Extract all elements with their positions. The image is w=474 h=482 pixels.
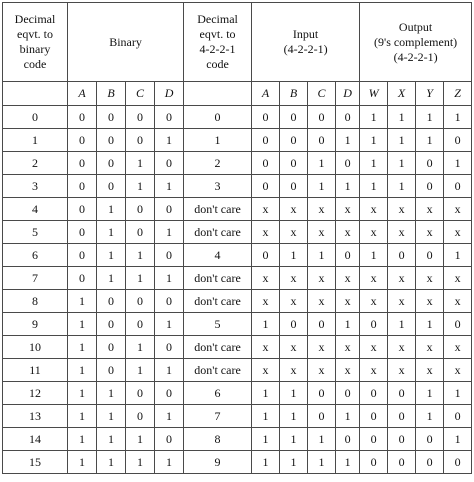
output-cell: 1 xyxy=(360,106,388,129)
binary-cell: 1 xyxy=(155,359,184,382)
subheader-output-w: W xyxy=(360,82,388,106)
input-cell: x xyxy=(308,198,336,221)
input-cell: 0 xyxy=(308,405,336,428)
input-cell: 0 xyxy=(252,152,280,175)
decimal-binary-cell: 1 xyxy=(3,129,68,152)
subheader-output-z: Z xyxy=(444,82,472,106)
input-cell: 1 xyxy=(280,405,308,428)
subheader-empty xyxy=(184,82,252,106)
decimal-4221-cell: 1 xyxy=(184,129,252,152)
binary-cell: 1 xyxy=(68,359,97,382)
output-cell: 1 xyxy=(444,152,472,175)
binary-cell: 0 xyxy=(97,129,126,152)
decimal-4221-cell: 3 xyxy=(184,175,252,198)
input-cell: x xyxy=(252,290,280,313)
binary-cell: 0 xyxy=(68,152,97,175)
input-cell: x xyxy=(336,336,360,359)
subheader-input-d: D xyxy=(336,82,360,106)
table-row xyxy=(3,451,472,474)
header-line: code xyxy=(206,57,229,71)
output-cell: x xyxy=(416,221,444,244)
binary-cell: 1 xyxy=(126,267,155,290)
table-row xyxy=(3,198,472,221)
output-cell: 1 xyxy=(360,244,388,267)
output-cell: x xyxy=(360,290,388,313)
decimal-4221-cell: don't care xyxy=(184,267,252,290)
output-cell: x xyxy=(388,290,416,313)
table-row xyxy=(3,313,472,336)
decimal-binary-cell: 13 xyxy=(3,405,68,428)
output-cell: 0 xyxy=(360,382,388,405)
binary-cell: 0 xyxy=(68,244,97,267)
output-cell: 0 xyxy=(360,313,388,336)
decimal-4221-cell: don't care xyxy=(184,290,252,313)
output-cell: x xyxy=(388,221,416,244)
input-cell: 0 xyxy=(308,382,336,405)
binary-cell: 1 xyxy=(126,451,155,474)
subheader-binary-d: D xyxy=(155,82,184,106)
header-line: eqvt. to xyxy=(199,27,236,41)
header-input xyxy=(252,3,360,82)
input-cell: x xyxy=(252,198,280,221)
subheader-input-b: B xyxy=(280,82,308,106)
binary-cell: 0 xyxy=(126,290,155,313)
subheader-binary-b: B xyxy=(97,82,126,106)
input-cell: x xyxy=(280,267,308,290)
decimal-binary-cell: 12 xyxy=(3,382,68,405)
input-cell: 1 xyxy=(336,451,360,474)
input-cell: x xyxy=(252,267,280,290)
decimal-4221-cell: 6 xyxy=(184,382,252,405)
binary-cell: 1 xyxy=(126,359,155,382)
decimal-4221-cell: 8 xyxy=(184,428,252,451)
header-binary: Binary xyxy=(68,3,184,82)
binary-cell: 1 xyxy=(126,152,155,175)
input-cell: 0 xyxy=(336,152,360,175)
output-cell: x xyxy=(360,359,388,382)
header-output xyxy=(360,3,472,82)
header-line: (9's complement) xyxy=(374,34,458,49)
output-cell: x xyxy=(444,290,472,313)
input-cell: x xyxy=(252,221,280,244)
output-cell: x xyxy=(360,267,388,290)
binary-cell: 1 xyxy=(68,313,97,336)
output-cell: x xyxy=(444,198,472,221)
decimal-binary-cell: 15 xyxy=(3,451,68,474)
binary-cell: 0 xyxy=(68,106,97,129)
output-cell: 1 xyxy=(388,152,416,175)
binary-cell: 1 xyxy=(155,405,184,428)
binary-cell: 1 xyxy=(155,175,184,198)
header-decimal-4221 xyxy=(184,3,252,82)
input-cell: x xyxy=(336,198,360,221)
output-cell: 1 xyxy=(360,152,388,175)
input-cell: x xyxy=(308,267,336,290)
output-cell: x xyxy=(444,359,472,382)
header-line: (4-2-2-1) xyxy=(283,42,328,56)
output-cell: x xyxy=(416,336,444,359)
output-cell: 1 xyxy=(388,106,416,129)
output-cell: 1 xyxy=(444,382,472,405)
input-cell: 1 xyxy=(280,428,308,451)
table-row xyxy=(3,267,472,290)
binary-cell: 0 xyxy=(126,405,155,428)
input-cell: x xyxy=(280,221,308,244)
input-cell: 1 xyxy=(336,405,360,428)
decimal-4221-cell: don't care xyxy=(184,198,252,221)
output-cell: 1 xyxy=(416,129,444,152)
input-cell: 0 xyxy=(336,106,360,129)
decimal-4221-cell: don't care xyxy=(184,221,252,244)
binary-cell: 1 xyxy=(68,336,97,359)
binary-cell: 0 xyxy=(155,428,184,451)
binary-cell: 0 xyxy=(97,290,126,313)
output-cell: 1 xyxy=(444,106,472,129)
decimal-binary-cell: 3 xyxy=(3,175,68,198)
input-cell: x xyxy=(336,221,360,244)
decimal-binary-cell: 0 xyxy=(3,106,68,129)
binary-cell: 1 xyxy=(68,428,97,451)
input-cell: 0 xyxy=(280,175,308,198)
input-cell: 0 xyxy=(336,428,360,451)
input-cell: x xyxy=(280,290,308,313)
table-row xyxy=(3,221,472,244)
output-cell: 0 xyxy=(444,175,472,198)
binary-cell: 1 xyxy=(126,244,155,267)
input-cell: 0 xyxy=(252,175,280,198)
binary-cell: 1 xyxy=(97,221,126,244)
table-row xyxy=(3,175,472,198)
decimal-4221-cell: 4 xyxy=(184,244,252,267)
decimal-binary-cell: 4 xyxy=(3,198,68,221)
binary-cell: 1 xyxy=(68,382,97,405)
input-cell: x xyxy=(280,359,308,382)
binary-cell: 1 xyxy=(155,451,184,474)
decimal-binary-cell: 11 xyxy=(3,359,68,382)
decimal-binary-cell: 5 xyxy=(3,221,68,244)
output-cell: 0 xyxy=(388,428,416,451)
input-cell: 1 xyxy=(252,451,280,474)
binary-cell: 0 xyxy=(126,129,155,152)
subheader-empty xyxy=(3,82,68,106)
input-cell: 1 xyxy=(252,382,280,405)
output-cell: 0 xyxy=(416,175,444,198)
header-line: (4-2-2-1) xyxy=(393,49,438,64)
binary-cell: 0 xyxy=(155,290,184,313)
output-cell: x xyxy=(444,267,472,290)
binary-cell: 1 xyxy=(68,451,97,474)
binary-cell: 0 xyxy=(155,106,184,129)
output-cell: 0 xyxy=(416,428,444,451)
output-cell: x xyxy=(388,198,416,221)
header-decimal-binary xyxy=(3,3,68,82)
input-cell: 0 xyxy=(252,106,280,129)
binary-cell: 0 xyxy=(97,336,126,359)
output-cell: 1 xyxy=(444,244,472,267)
output-cell: x xyxy=(416,198,444,221)
input-cell: 0 xyxy=(252,244,280,267)
subheader-output-y: Y xyxy=(416,82,444,106)
binary-cell: 0 xyxy=(126,382,155,405)
input-cell: 1 xyxy=(308,451,336,474)
table-row xyxy=(3,336,472,359)
table-row xyxy=(3,244,472,267)
output-cell: x xyxy=(360,336,388,359)
binary-cell: 0 xyxy=(126,313,155,336)
input-cell: x xyxy=(280,336,308,359)
output-cell: 0 xyxy=(388,405,416,428)
subheader-output-x: X xyxy=(388,82,416,106)
input-cell: 0 xyxy=(336,382,360,405)
binary-cell: 1 xyxy=(68,290,97,313)
input-cell: 1 xyxy=(308,152,336,175)
binary-cell: 0 xyxy=(68,267,97,290)
binary-cell: 1 xyxy=(97,451,126,474)
output-cell: 1 xyxy=(360,175,388,198)
input-cell: x xyxy=(252,336,280,359)
output-cell: x xyxy=(416,290,444,313)
input-cell: x xyxy=(308,221,336,244)
output-cell: x xyxy=(388,267,416,290)
input-cell: 0 xyxy=(336,244,360,267)
decimal-4221-cell: 0 xyxy=(184,106,252,129)
input-cell: x xyxy=(336,267,360,290)
input-cell: 1 xyxy=(252,428,280,451)
input-cell: 0 xyxy=(280,129,308,152)
binary-cell: 1 xyxy=(126,428,155,451)
input-cell: 0 xyxy=(308,313,336,336)
input-cell: 1 xyxy=(280,451,308,474)
header-line: Input xyxy=(292,27,319,41)
table-row xyxy=(3,152,472,175)
binary-cell: 0 xyxy=(68,175,97,198)
input-cell: x xyxy=(252,359,280,382)
output-cell: 0 xyxy=(360,405,388,428)
subheader-binary-c: C xyxy=(126,82,155,106)
input-cell: 1 xyxy=(336,129,360,152)
binary-cell: 0 xyxy=(97,175,126,198)
decimal-binary-cell: 14 xyxy=(3,428,68,451)
header-row xyxy=(3,3,472,82)
input-cell: 0 xyxy=(308,129,336,152)
binary-cell: 0 xyxy=(155,244,184,267)
header-line: 4-2-2-1 xyxy=(199,42,236,56)
output-cell: 0 xyxy=(388,382,416,405)
input-cell: 0 xyxy=(280,313,308,336)
truth-table xyxy=(2,2,472,474)
table-row xyxy=(3,106,472,129)
output-cell: 1 xyxy=(388,175,416,198)
binary-cell: 1 xyxy=(97,405,126,428)
output-cell: x xyxy=(388,336,416,359)
output-cell: 1 xyxy=(388,129,416,152)
subheader-binary-a: A xyxy=(68,82,97,106)
input-cell: x xyxy=(336,290,360,313)
header-line: Decimal xyxy=(197,12,238,26)
header-line: binary xyxy=(19,42,51,56)
table-row xyxy=(3,428,472,451)
binary-cell: 1 xyxy=(97,267,126,290)
output-cell: 0 xyxy=(444,129,472,152)
binary-cell: 1 xyxy=(97,382,126,405)
binary-cell: 0 xyxy=(155,382,184,405)
output-cell: x xyxy=(444,336,472,359)
output-cell: x xyxy=(388,359,416,382)
input-cell: 0 xyxy=(252,129,280,152)
binary-cell: 0 xyxy=(155,198,184,221)
binary-cell: 0 xyxy=(68,198,97,221)
input-cell: 1 xyxy=(252,313,280,336)
table-row xyxy=(3,129,472,152)
header-line: Decimal xyxy=(14,12,56,26)
decimal-4221-cell: 7 xyxy=(184,405,252,428)
output-cell: x xyxy=(416,359,444,382)
binary-cell: 1 xyxy=(126,175,155,198)
header-line: eqvt. to xyxy=(17,27,53,41)
binary-cell: 0 xyxy=(68,129,97,152)
output-cell: 1 xyxy=(388,313,416,336)
binary-cell: 1 xyxy=(155,221,184,244)
table-row xyxy=(3,290,472,313)
input-cell: x xyxy=(280,198,308,221)
output-cell: 1 xyxy=(416,405,444,428)
input-cell: x xyxy=(308,359,336,382)
binary-cell: 0 xyxy=(126,106,155,129)
output-cell: 0 xyxy=(444,405,472,428)
table-body xyxy=(3,106,472,474)
output-cell: 0 xyxy=(444,313,472,336)
output-cell: x xyxy=(360,221,388,244)
input-cell: 1 xyxy=(308,244,336,267)
binary-cell: 1 xyxy=(97,198,126,221)
output-cell: 1 xyxy=(444,428,472,451)
input-cell: 0 xyxy=(280,152,308,175)
output-cell: 1 xyxy=(416,313,444,336)
binary-cell: 0 xyxy=(97,359,126,382)
output-cell: 0 xyxy=(416,152,444,175)
input-cell: 1 xyxy=(252,405,280,428)
decimal-4221-cell: 2 xyxy=(184,152,252,175)
decimal-binary-cell: 2 xyxy=(3,152,68,175)
input-cell: x xyxy=(308,290,336,313)
output-cell: 0 xyxy=(388,451,416,474)
binary-cell: 0 xyxy=(97,152,126,175)
input-cell: 0 xyxy=(280,106,308,129)
binary-cell: 1 xyxy=(126,336,155,359)
decimal-binary-cell: 7 xyxy=(3,267,68,290)
binary-cell: 0 xyxy=(97,106,126,129)
table-row xyxy=(3,405,472,428)
decimal-4221-cell: don't care xyxy=(184,359,252,382)
output-cell: 0 xyxy=(388,244,416,267)
decimal-4221-cell: don't care xyxy=(184,336,252,359)
binary-cell: 0 xyxy=(155,152,184,175)
input-cell: 1 xyxy=(336,175,360,198)
output-cell: x xyxy=(360,198,388,221)
subheader-input-a: A xyxy=(252,82,280,106)
output-cell: 0 xyxy=(416,451,444,474)
decimal-4221-cell: 9 xyxy=(184,451,252,474)
input-cell: 1 xyxy=(336,313,360,336)
binary-cell: 1 xyxy=(155,267,184,290)
decimal-binary-cell: 10 xyxy=(3,336,68,359)
output-cell: 0 xyxy=(444,451,472,474)
table-row xyxy=(3,382,472,405)
input-cell: 1 xyxy=(308,428,336,451)
binary-cell: 1 xyxy=(155,129,184,152)
binary-cell: 1 xyxy=(155,313,184,336)
output-cell: 1 xyxy=(416,106,444,129)
input-cell: x xyxy=(336,359,360,382)
binary-cell: 0 xyxy=(126,198,155,221)
header-line: Output xyxy=(398,19,433,34)
subheader-row xyxy=(3,82,472,106)
binary-cell: 0 xyxy=(126,221,155,244)
binary-cell: 1 xyxy=(97,244,126,267)
input-cell: 0 xyxy=(308,106,336,129)
output-cell: 0 xyxy=(360,428,388,451)
input-cell: 1 xyxy=(308,175,336,198)
binary-cell: 0 xyxy=(97,313,126,336)
output-cell: 0 xyxy=(360,451,388,474)
binary-cell: 0 xyxy=(68,221,97,244)
output-cell: 0 xyxy=(416,244,444,267)
input-cell: 1 xyxy=(280,244,308,267)
header-line: code xyxy=(23,57,47,71)
binary-cell: 1 xyxy=(97,428,126,451)
output-cell: 1 xyxy=(360,129,388,152)
output-cell: 1 xyxy=(416,382,444,405)
decimal-4221-cell: 5 xyxy=(184,313,252,336)
output-cell: x xyxy=(416,267,444,290)
table-row xyxy=(3,359,472,382)
decimal-binary-cell: 8 xyxy=(3,290,68,313)
decimal-binary-cell: 6 xyxy=(3,244,68,267)
binary-cell: 0 xyxy=(155,336,184,359)
subheader-input-c: C xyxy=(308,82,336,106)
input-cell: x xyxy=(308,336,336,359)
output-cell: x xyxy=(444,221,472,244)
binary-cell: 1 xyxy=(68,405,97,428)
decimal-binary-cell: 9 xyxy=(3,313,68,336)
input-cell: 1 xyxy=(280,382,308,405)
